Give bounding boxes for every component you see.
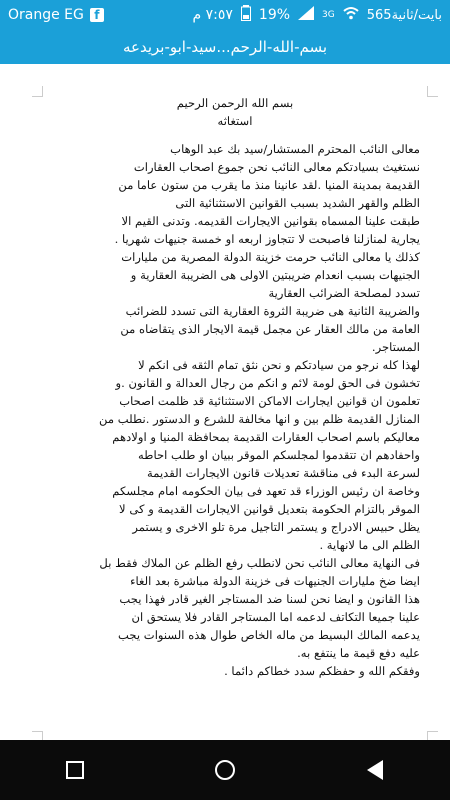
time-label: ٧:٥٧ م bbox=[192, 7, 233, 23]
body-line: لهذا كله نرجو من سيادتكم و نحن نثق تمام الثقه فى انكم لا bbox=[138, 358, 420, 372]
facebook-icon: f bbox=[90, 8, 104, 22]
home-icon bbox=[215, 760, 235, 780]
heading-line: بسم الله الرحمن الرحيم bbox=[176, 96, 294, 110]
document-viewer[interactable] bbox=[0, 64, 450, 740]
back-button[interactable] bbox=[355, 750, 395, 790]
body-line: تعلمون ان قوانين ايجارات الاماكن الاستثنائية قد ظلمت اصحاب bbox=[119, 394, 420, 408]
body-line: يظل حبيس الادراج و يستمر التاجيل مرة تلو الاخرى و يستمر bbox=[132, 520, 420, 534]
recent-apps-icon bbox=[66, 761, 84, 779]
document-title: بسم-الله-الرحم...سيد-ابو-بريدعه bbox=[122, 38, 328, 56]
body-line: القديمة بمدينة المنيا .لقد عانينا منذ ما يقرب من ستون عاما من bbox=[118, 178, 420, 192]
status-left bbox=[8, 7, 104, 23]
body-line: المنازل القديمة ظلم بين و انها مخالفة للشرع و الدستور .نطلب من bbox=[99, 412, 420, 426]
data-speed: 565بايت/ثانية bbox=[366, 7, 442, 23]
body-line: طبقت علينا المسماه بقوانين الايجارات القديمه. وتدنى القيم الا bbox=[121, 214, 420, 228]
body-line: العامة من مالك العقار عن مجمل قيمة الايجار الذى يتقاضاه من bbox=[120, 322, 420, 336]
status-bar bbox=[0, 0, 450, 30]
body-line: وفقكم الله و حفظكم سدد خطاكم دائما . bbox=[224, 664, 420, 678]
body-line: معالى النائب المحترم المستشار/سيد بك عبد الوهاب bbox=[170, 142, 420, 156]
title-bar bbox=[0, 30, 450, 64]
body-line: معاليكم باسم اصحاب العقارات القديمة بمحافظة المنيا و اولادهم bbox=[112, 430, 420, 444]
signal-icon bbox=[298, 6, 314, 24]
body-line: الموقر بالتزام الحكومة بتعديل قوانين الايجارات القديمة و كى لا bbox=[119, 502, 420, 516]
body-line: يجارية لمنازلنا فاصبحت لا تتجاوز اربعه او خمسة جنيهات شهريا . bbox=[114, 232, 420, 246]
body-line: الجنيهات بسبب انعدام ضريبتين الاولى هى الضريبة العقارية و bbox=[130, 268, 420, 282]
back-icon bbox=[367, 760, 383, 780]
heading-line: استغاثه bbox=[217, 114, 253, 128]
document-body bbox=[40, 94, 430, 680]
body-line: لسرعة البدء فى مناقشة تعديلات قانون الايجارات القديمة bbox=[147, 466, 420, 480]
network-type: 3G bbox=[322, 10, 335, 20]
body-line: علينا جميعا التكاتف لدعمه اما المستاجر القادر فلا يستحق ان bbox=[131, 610, 420, 624]
body-line: تخشون فى الحق لومة لائم و انكم من رجال العدالة و القانون .و bbox=[115, 376, 420, 390]
body-line: فى النهاية معالى النائب نحن لانطلب رفع الظلم عن الملاك فقط بل bbox=[99, 556, 420, 570]
document-page bbox=[40, 94, 430, 734]
home-button[interactable] bbox=[205, 750, 245, 790]
navigation-bar bbox=[0, 740, 450, 800]
carrier-label: Orange EG bbox=[8, 7, 84, 23]
battery-percent: 19% bbox=[258, 7, 291, 23]
body-line: يدعمه المالك البسيط من ماله الخاص طوال هذه السنوات يجب bbox=[118, 628, 420, 642]
body-line: ايضا ضخ مليارات الجنيهات فى خزينة الدولة مباشرة بعد الغاء bbox=[130, 574, 420, 588]
body-line: الظلم الى ما لانهاية . bbox=[319, 538, 420, 552]
body-line: المستاجر. bbox=[371, 340, 420, 354]
body-line: الظلم والقهر الشديد بسبب القوانين الاستثنائية التى bbox=[175, 196, 420, 210]
page-corner-mark bbox=[32, 86, 43, 97]
battery-icon bbox=[241, 5, 251, 25]
body-line: تسدد لمصلحة الضرائب العقارية bbox=[268, 286, 420, 300]
body-line: عليه دفع قيمة ما ينتفع به. bbox=[297, 646, 420, 660]
page-corner-mark bbox=[427, 86, 438, 97]
body-line: كذلك يا معالى النائب حرمت خزينة الدولة المصرية من مليارات bbox=[121, 250, 420, 264]
wifi-icon bbox=[343, 6, 359, 24]
body-line: واحفادهم ان تتقدموا لمجلسكم الموقر ببيان او طلب احاطه bbox=[138, 448, 420, 462]
body-line: والضريبة الثانية هى ضريبة الثروة العقارية التى تسدد للضرائب bbox=[125, 304, 420, 318]
body-line: نستغيث بسيادتكم معالى النائب نحن جموع اصحاب العقارات bbox=[133, 160, 420, 174]
recent-apps-button[interactable] bbox=[55, 750, 95, 790]
body-line: هذا القانون و ايضا نحن لسنا ضد المستاجر الغير قادر فهذا يجب bbox=[119, 592, 420, 606]
body-line: وخاصة ان رئيس الوزراء قد تعهد فى بيان الحكومه امام مجلسكم bbox=[112, 484, 420, 498]
status-right bbox=[193, 5, 443, 25]
